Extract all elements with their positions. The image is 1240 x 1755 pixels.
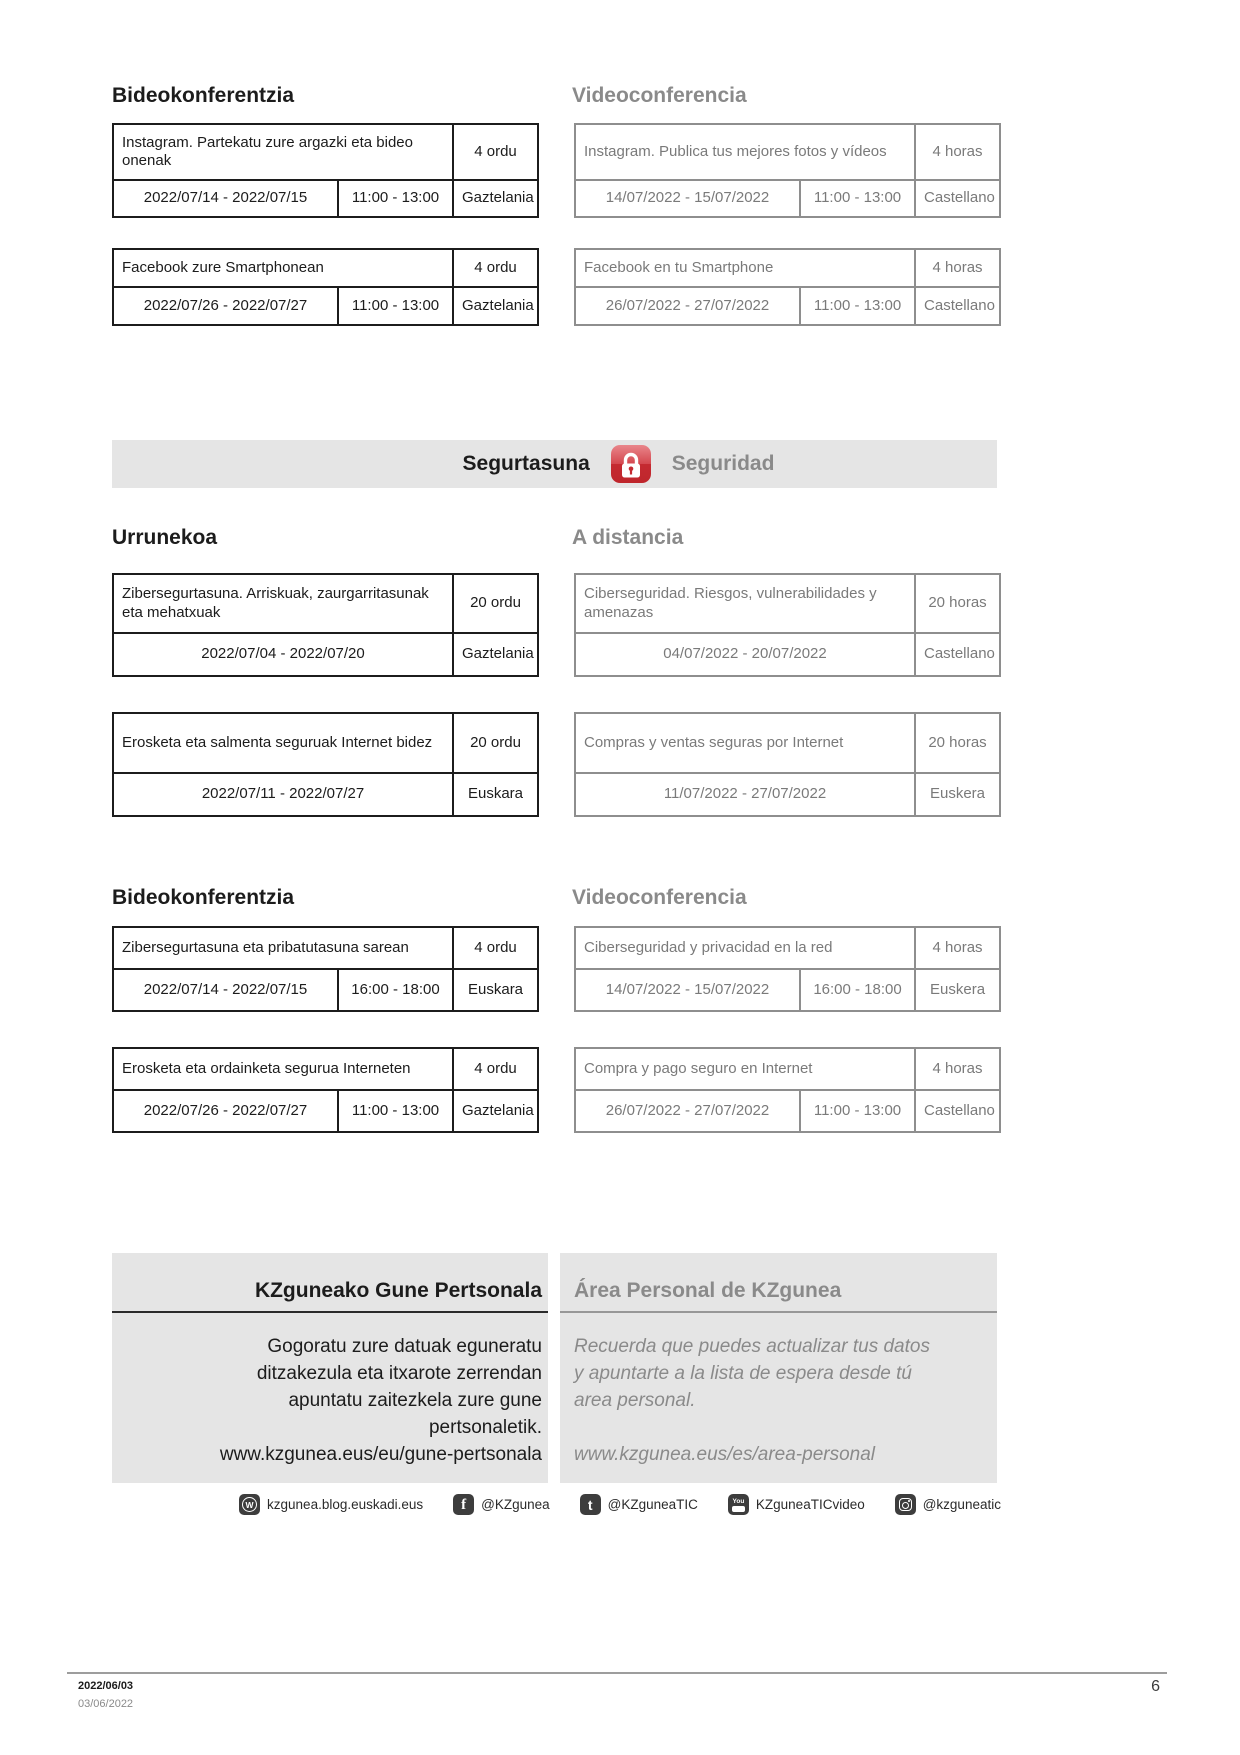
course-title: Erosketa eta ordainketa segurua Interneten (113, 1048, 453, 1090)
course-duration: 20 ordu (453, 574, 538, 633)
course-duration: 4 horas (915, 249, 1000, 287)
course-title: Erosketa eta salmenta seguruak Internet bidez (113, 713, 453, 773)
social-label: @kzguneatic (922, 1497, 1001, 1512)
social-label: kzgunea.blog.euskadi.eus (267, 1497, 424, 1512)
course-table (112, 1047, 539, 1133)
social-link-youtube[interactable] (728, 1494, 865, 1515)
course-table (574, 573, 1001, 677)
instagram-icon (895, 1494, 916, 1515)
section1-headings (112, 84, 1000, 108)
section1-left-heading: Bideokonferentzia (112, 84, 295, 107)
section2-left-heading: Urrunekoa (112, 526, 218, 549)
course-dates: 26/07/2022 - 27/07/2022 (575, 1090, 800, 1132)
personal-area-body-es: Recuerda que puedes actualizar tus datos y apuntarte a la lista de espera desde tú area personal. (574, 1336, 930, 1411)
course-time: 11:00 - 13:00 (338, 287, 453, 325)
course-language: Gaztelania (453, 287, 538, 325)
course-dates: 2022/07/26 - 2022/07/27 (113, 1090, 338, 1132)
course-duration: 20 ordu (453, 713, 538, 773)
course-table (112, 123, 539, 218)
course-time: 16:00 - 18:00 (338, 969, 453, 1011)
course-language: Gaztelania (453, 180, 538, 217)
course-language: Castellano (915, 180, 1000, 217)
section2-tables-a (112, 573, 1000, 677)
course-table (112, 573, 539, 677)
social-link-blog[interactable] (239, 1494, 423, 1515)
course-duration: 4 ordu (453, 1048, 538, 1090)
course-dates: 14/07/2022 - 15/07/2022 (575, 969, 800, 1011)
footer-divider (67, 1672, 1167, 1674)
section3-tables-a (112, 926, 1000, 1012)
course-time: 11:00 - 13:00 (338, 180, 453, 217)
course-table (574, 712, 1001, 817)
course-language: Euskara (453, 969, 538, 1011)
course-language: Castellano (915, 1090, 1000, 1132)
course-table (112, 712, 539, 817)
social-label: @KZgunea (481, 1497, 550, 1512)
page-number: 6 (1151, 1678, 1160, 1695)
security-banner-content (463, 444, 775, 484)
course-table (574, 926, 1001, 1012)
course-duration: 20 horas (915, 713, 1000, 773)
personal-area-heading-row (112, 1253, 548, 1313)
social-links-row (0, 1494, 1240, 1515)
course-dates: 04/07/2022 - 20/07/2022 (575, 633, 915, 676)
course-title: Compra y pago seguro en Internet (575, 1048, 915, 1090)
section3-headings (112, 886, 1000, 910)
course-dates: 2022/07/14 - 2022/07/15 (113, 969, 338, 1011)
course-language: Gaztelania (453, 633, 538, 676)
section3-left-heading: Bideokonferentzia (112, 886, 295, 909)
course-language: Gaztelania (453, 1090, 538, 1132)
course-duration: 20 horas (915, 574, 1000, 633)
course-dates: 2022/07/26 - 2022/07/27 (113, 287, 338, 325)
section1-tables-a (112, 123, 1000, 218)
wordpress-icon: W (239, 1494, 260, 1515)
course-dates: 2022/07/04 - 2022/07/20 (113, 633, 453, 676)
social-link-twitter[interactable] (580, 1494, 698, 1515)
course-language: Castellano (915, 633, 1000, 676)
course-duration: 4 horas (915, 927, 1000, 969)
course-title: Zibersegurtasuna eta pribatutasuna sarean (113, 927, 453, 969)
security-title-es: Seguridad (671, 452, 775, 475)
course-title: Compras y ventas seguras por Internet (575, 713, 915, 773)
course-dates: 11/07/2022 - 27/07/2022 (575, 773, 915, 816)
course-duration: 4 horas (915, 1048, 1000, 1090)
course-time: 11:00 - 13:00 (800, 1090, 915, 1132)
course-title: Ciberseguridad y privacidad en la red (575, 927, 915, 969)
course-dates: 2022/07/14 - 2022/07/15 (113, 180, 338, 217)
social-link-instagram[interactable] (895, 1494, 1001, 1515)
course-time: 11:00 - 13:00 (800, 180, 915, 217)
course-table (574, 123, 1001, 218)
course-title: Instagram. Publica tus mejores fotos y vídeos (575, 124, 915, 180)
personal-area-link-eu[interactable]: www.kzgunea.eus/eu/gune-pertsonala (219, 1444, 542, 1465)
course-table (112, 248, 539, 326)
course-language: Castellano (915, 287, 1000, 325)
section2-headings (112, 526, 1000, 550)
section2-tables-b (112, 712, 1000, 817)
course-title: Zibersegurtasuna. Arriskuak, zaurgarritasunak eta mehatxuak (113, 574, 453, 633)
course-dates: 26/07/2022 - 27/07/2022 (575, 287, 800, 325)
course-table (574, 1047, 1001, 1133)
course-language: Euskera (915, 969, 1000, 1011)
course-time: 11:00 - 13:00 (800, 287, 915, 325)
personal-area-heading-row (560, 1253, 997, 1313)
course-table (574, 248, 1001, 326)
twitter-icon: t (580, 1494, 601, 1515)
course-time: 11:00 - 13:00 (338, 1090, 453, 1132)
course-duration: 4 ordu (453, 927, 538, 969)
social-label: KZguneaTICvideo (755, 1497, 865, 1512)
footer-date-primary: 2022/06/03 (78, 1680, 134, 1692)
personal-area-panel-es (560, 1253, 997, 1483)
section2-right-heading: A distancia (572, 526, 684, 549)
course-duration: 4 ordu (453, 249, 538, 287)
course-duration: 4 ordu (453, 124, 538, 180)
section1-right-heading: Videoconferencia (572, 84, 747, 107)
personal-area-title-eu: KZguneako Gune Pertsonala (254, 1279, 542, 1302)
course-dates: 14/07/2022 - 15/07/2022 (575, 180, 800, 217)
section3-tables-b (112, 1047, 1000, 1133)
course-language: Euskara (453, 773, 538, 816)
personal-area-link-es[interactable]: www.kzgunea.eus/es/area-personal (574, 1444, 876, 1465)
course-language: Euskera (915, 773, 1000, 816)
footer-date-secondary: 03/06/2022 (78, 1698, 134, 1710)
personal-area-title-es: Área Personal de KZgunea (574, 1279, 842, 1302)
course-table (112, 926, 539, 1012)
course-title: Facebook zure Smartphonean (113, 249, 453, 287)
course-title: Facebook en tu Smartphone (575, 249, 915, 287)
youtube-icon: You (728, 1494, 749, 1515)
lock-icon (610, 444, 652, 484)
course-title: Ciberseguridad. Riesgos, vulnerabilidades y amenazas (575, 574, 915, 633)
course-duration: 4 horas (915, 124, 1000, 180)
course-time: 16:00 - 18:00 (800, 969, 915, 1011)
social-link-facebook[interactable] (453, 1494, 550, 1515)
personal-area-body-eu: Gogoratu zure datuak eguneratu ditzakezula eta itxarote zerrendan apuntatu zaitezkela zure gune pertsonaletik. (256, 1336, 542, 1438)
section1-tables-b (112, 248, 1000, 326)
personal-area-panel-eu (112, 1253, 548, 1483)
section3-right-heading: Videoconferencia (572, 886, 747, 909)
social-label: @KZguneaTIC (607, 1497, 698, 1512)
security-title-eu: Segurtasuna (462, 452, 590, 475)
facebook-icon: f (453, 1494, 474, 1515)
course-title: Instagram. Partekatu zure argazki eta bideo onenak (113, 124, 453, 180)
course-dates: 2022/07/11 - 2022/07/27 (113, 773, 453, 816)
security-banner (112, 440, 997, 488)
